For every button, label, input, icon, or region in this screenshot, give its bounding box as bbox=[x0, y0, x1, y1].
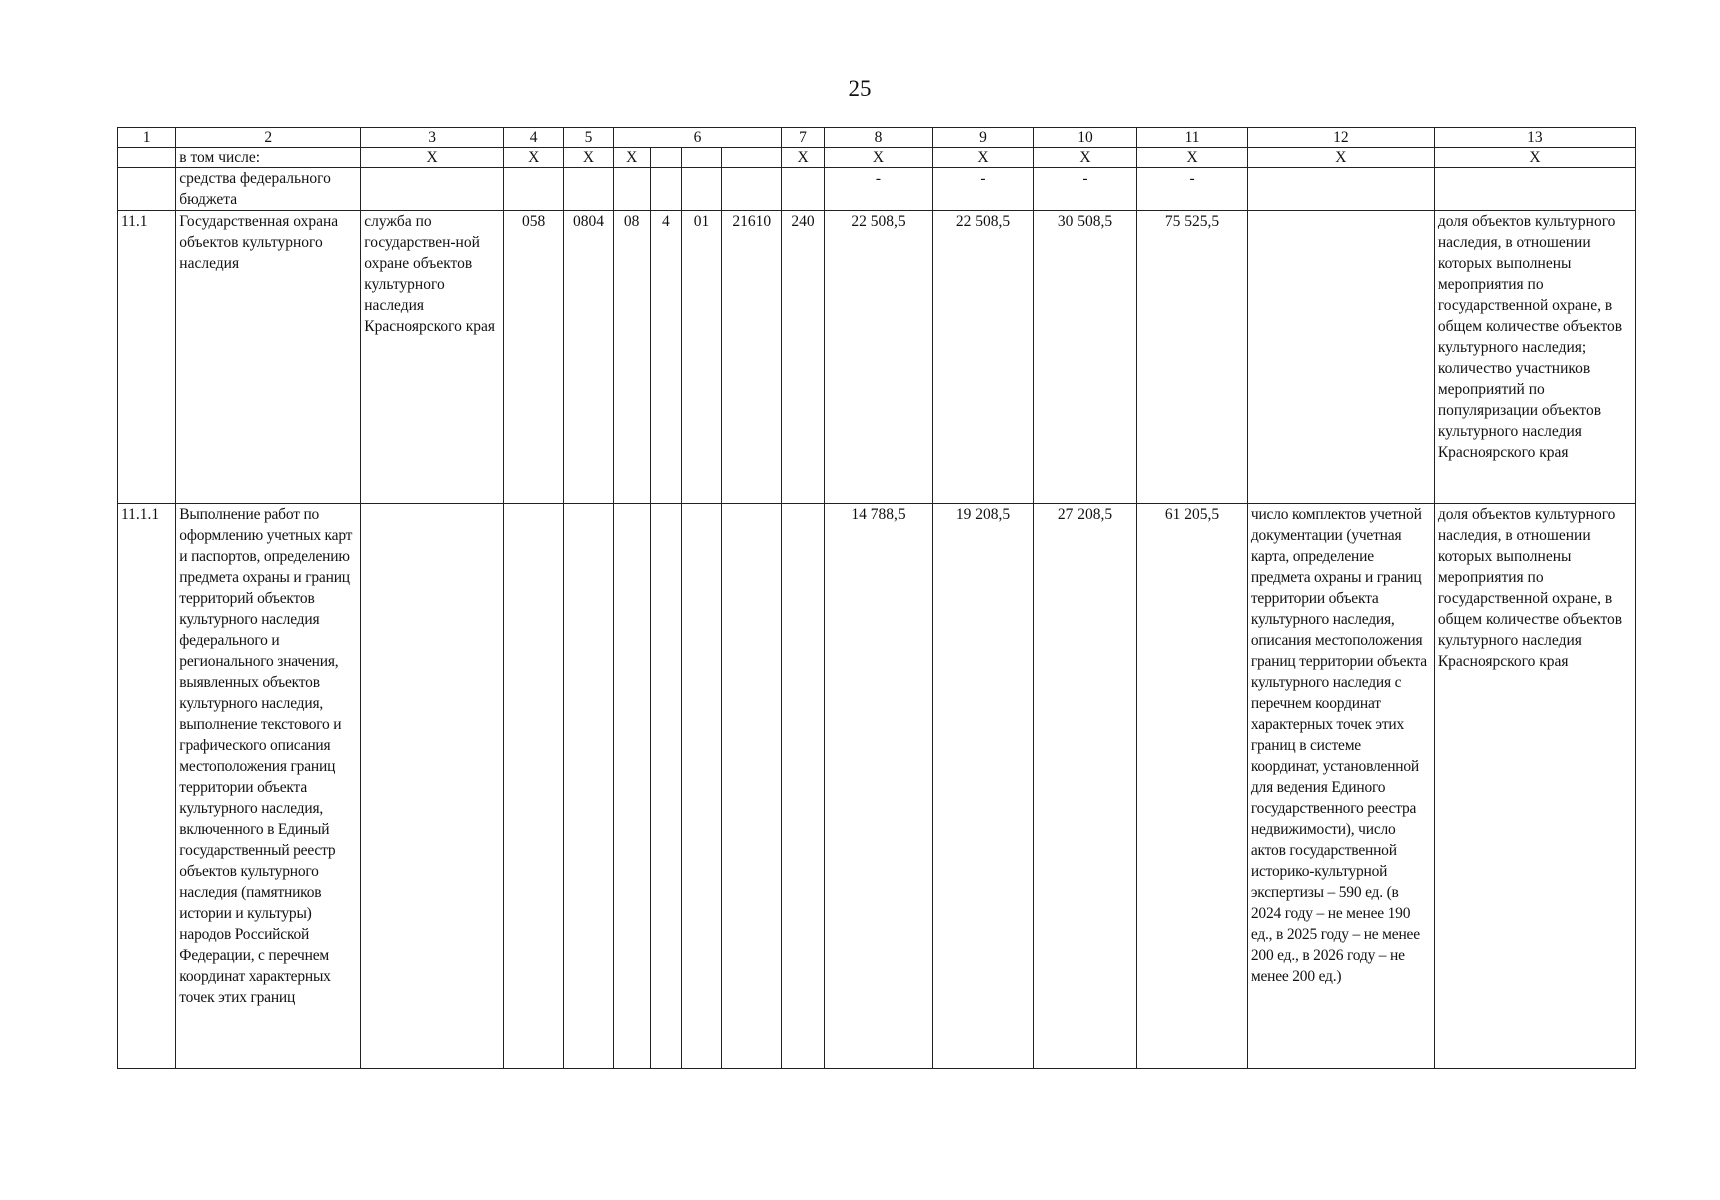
dash-value: - bbox=[933, 168, 1034, 211]
expected-result: число комплектов учетной документации (учетная карта, определение предмета охраны и границ территории объекта культурного наследия, описания местоположения границ территории объекта культурного наследия с перечнем координат характерных точек этих границ в системе координат, установленной для ведения Единого государственного реестра недвижимости), число актов государственной историко-культурной экспертизы – 590 ед. (в 2024 году – не менее 190 ед., в 2025 году – не менее 200 ед., в 2026 году – не менее 200 ед.) bbox=[1247, 504, 1434, 1069]
cell-empty bbox=[1434, 168, 1635, 211]
amount-2024: 22 508,5 bbox=[824, 211, 933, 504]
x-mark: Х bbox=[1247, 148, 1434, 168]
csr-part-2: 4 bbox=[650, 211, 681, 504]
cell-empty bbox=[118, 148, 176, 168]
col-header-4: 4 bbox=[504, 128, 564, 148]
rzpr-code: 0804 bbox=[564, 211, 613, 504]
cell-empty bbox=[722, 168, 782, 211]
col-header-11: 11 bbox=[1137, 128, 1248, 148]
vr-code: 240 bbox=[782, 211, 824, 504]
grbs-code: 058 bbox=[504, 211, 564, 504]
dash-value: - bbox=[1033, 168, 1137, 211]
col-header-8: 8 bbox=[824, 128, 933, 148]
amount-2024: 14 788,5 bbox=[824, 504, 933, 1069]
amount-2025: 22 508,5 bbox=[933, 211, 1034, 504]
cell-empty bbox=[613, 504, 650, 1069]
cell-empty bbox=[650, 504, 681, 1069]
x-mark: Х bbox=[933, 148, 1034, 168]
page-number: 25 bbox=[848, 76, 872, 101]
cell-empty bbox=[681, 168, 721, 211]
col-header-2: 2 bbox=[176, 128, 361, 148]
cell-empty bbox=[782, 168, 824, 211]
cell-empty bbox=[564, 168, 613, 211]
target-indicator: доля объектов культурного наследия, в отношении которых выполнены мероприятия по государственной охране, в общем количестве объектов культурного наследия; количество участников мероприятий по популяризации объектов культурного наследия Красноярского края bbox=[1434, 211, 1635, 504]
csr-part-1: 08 bbox=[613, 211, 650, 504]
amount-2025: 19 208,5 bbox=[933, 504, 1034, 1069]
cell-empty bbox=[1247, 168, 1434, 211]
amount-total: 75 525,5 bbox=[1137, 211, 1248, 504]
cell-empty bbox=[504, 504, 564, 1069]
csr-part-3: 01 bbox=[681, 211, 721, 504]
cell-empty bbox=[118, 168, 176, 211]
x-mark: Х bbox=[824, 148, 933, 168]
cell-empty bbox=[650, 168, 681, 211]
table-row-11-1-1 bbox=[118, 504, 1636, 1069]
x-mark: Х bbox=[782, 148, 824, 168]
cell-empty bbox=[681, 148, 721, 168]
expected-result bbox=[1247, 211, 1434, 504]
including-label: в том числе: bbox=[176, 148, 361, 168]
federal-budget-row bbox=[118, 168, 1636, 211]
target-indicator: доля объектов культурного наследия, в отношении которых выполнены мероприятия по государственной охране, в общем количестве объектов культурного наследия Красноярского края bbox=[1434, 504, 1635, 1069]
cell-empty bbox=[650, 148, 681, 168]
col-header-1: 1 bbox=[118, 128, 176, 148]
csr-part-4: 21610 bbox=[722, 211, 782, 504]
col-header-6: 6 bbox=[613, 128, 782, 148]
x-mark: Х bbox=[361, 148, 504, 168]
col-header-5: 5 bbox=[564, 128, 613, 148]
x-mark: Х bbox=[1137, 148, 1248, 168]
x-mark: Х bbox=[1033, 148, 1137, 168]
including-row bbox=[118, 148, 1636, 168]
cell-empty bbox=[564, 504, 613, 1069]
x-mark: Х bbox=[504, 148, 564, 168]
cell-empty bbox=[722, 504, 782, 1069]
col-header-10: 10 bbox=[1033, 128, 1137, 148]
cell-empty bbox=[681, 504, 721, 1069]
measure-name: Выполнение работ по оформлению учетных карт и паспортов, определению предмета охраны и границ территорий объектов культурного наследия федерального и регионального значения, выявленных объектов культурного наследия, выполнение текстового и графического описания местоположения границ территории объекта культурного наследия, включенного в Единый государственный реестр объектов культурного наследия (памятников истории и культуры) народов Российской Федерации, с перечнем координат характерных точек этих границ bbox=[176, 504, 361, 1069]
cell-empty bbox=[504, 168, 564, 211]
dash-value: - bbox=[1137, 168, 1248, 211]
cell-empty bbox=[361, 504, 504, 1069]
amount-total: 61 205,5 bbox=[1137, 504, 1248, 1069]
federal-budget-label: средства федерального бюджета bbox=[176, 168, 361, 211]
measure-name: Государственная охрана объектов культурного наследия bbox=[176, 211, 361, 504]
col-header-12: 12 bbox=[1247, 128, 1434, 148]
table-row-11-1 bbox=[118, 211, 1636, 504]
executor: служба по государствен-ной охране объектов культурного наследия Красноярского края bbox=[361, 211, 504, 504]
x-mark: Х bbox=[1434, 148, 1635, 168]
x-mark: Х bbox=[564, 148, 613, 168]
row-number: 11.1 bbox=[118, 211, 176, 504]
column-number-row bbox=[118, 128, 1636, 148]
x-mark: Х bbox=[613, 148, 650, 168]
row-number: 11.1.1 bbox=[118, 504, 176, 1069]
amount-2026: 30 508,5 bbox=[1033, 211, 1137, 504]
cell-empty bbox=[782, 504, 824, 1069]
amount-2026: 27 208,5 bbox=[1033, 504, 1137, 1069]
col-header-9: 9 bbox=[933, 128, 1034, 148]
col-header-13: 13 bbox=[1434, 128, 1635, 148]
program-table bbox=[117, 127, 1636, 1069]
col-header-3: 3 bbox=[361, 128, 504, 148]
cell-empty bbox=[361, 168, 504, 211]
cell-empty bbox=[613, 168, 650, 211]
dash-value: - bbox=[824, 168, 933, 211]
col-header-7: 7 bbox=[782, 128, 824, 148]
cell-empty bbox=[722, 148, 782, 168]
